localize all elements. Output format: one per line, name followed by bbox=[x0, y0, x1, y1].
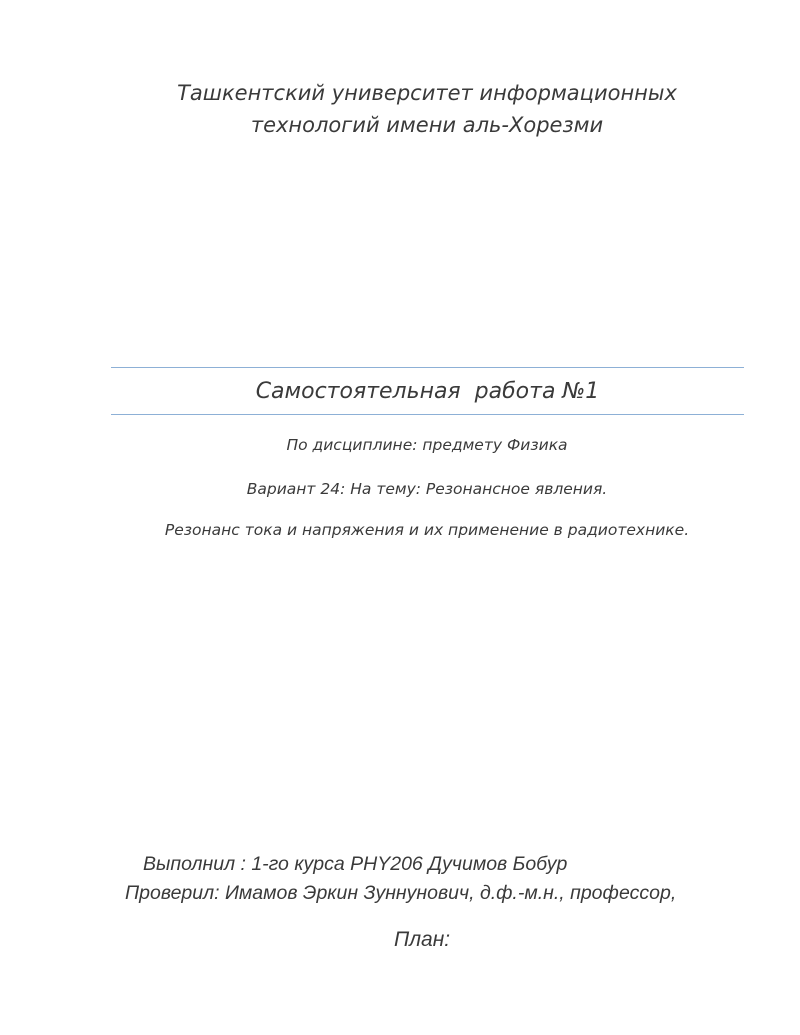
checked-by: Проверил: Имамов Эркин Зуннунович, д.ф.-м.н., профессор, bbox=[125, 882, 677, 904]
variant-line: Вариант 24: На тему: Резонансное явления. bbox=[246, 480, 608, 498]
plan-heading: План: bbox=[394, 928, 451, 951]
work-title: Самостоятельная работа №1 bbox=[255, 379, 600, 404]
subject-line: По дисциплине: предмету Физика bbox=[286, 436, 568, 454]
university-name-line-2: технологий имени аль-Хорезми bbox=[250, 113, 604, 137]
university-name-line-1: Ташкентский университет информационных bbox=[177, 81, 677, 105]
performed-by: Выполнил : 1-го курса PHY206 Дучимов Бобур bbox=[143, 853, 568, 875]
university-name bbox=[0, 77, 800, 141]
topic-line: Резонанс тока и напряжения и их применение в радиотехнике. bbox=[164, 521, 690, 539]
title-rule-bottom bbox=[111, 414, 744, 415]
title-rule-top bbox=[111, 367, 744, 368]
